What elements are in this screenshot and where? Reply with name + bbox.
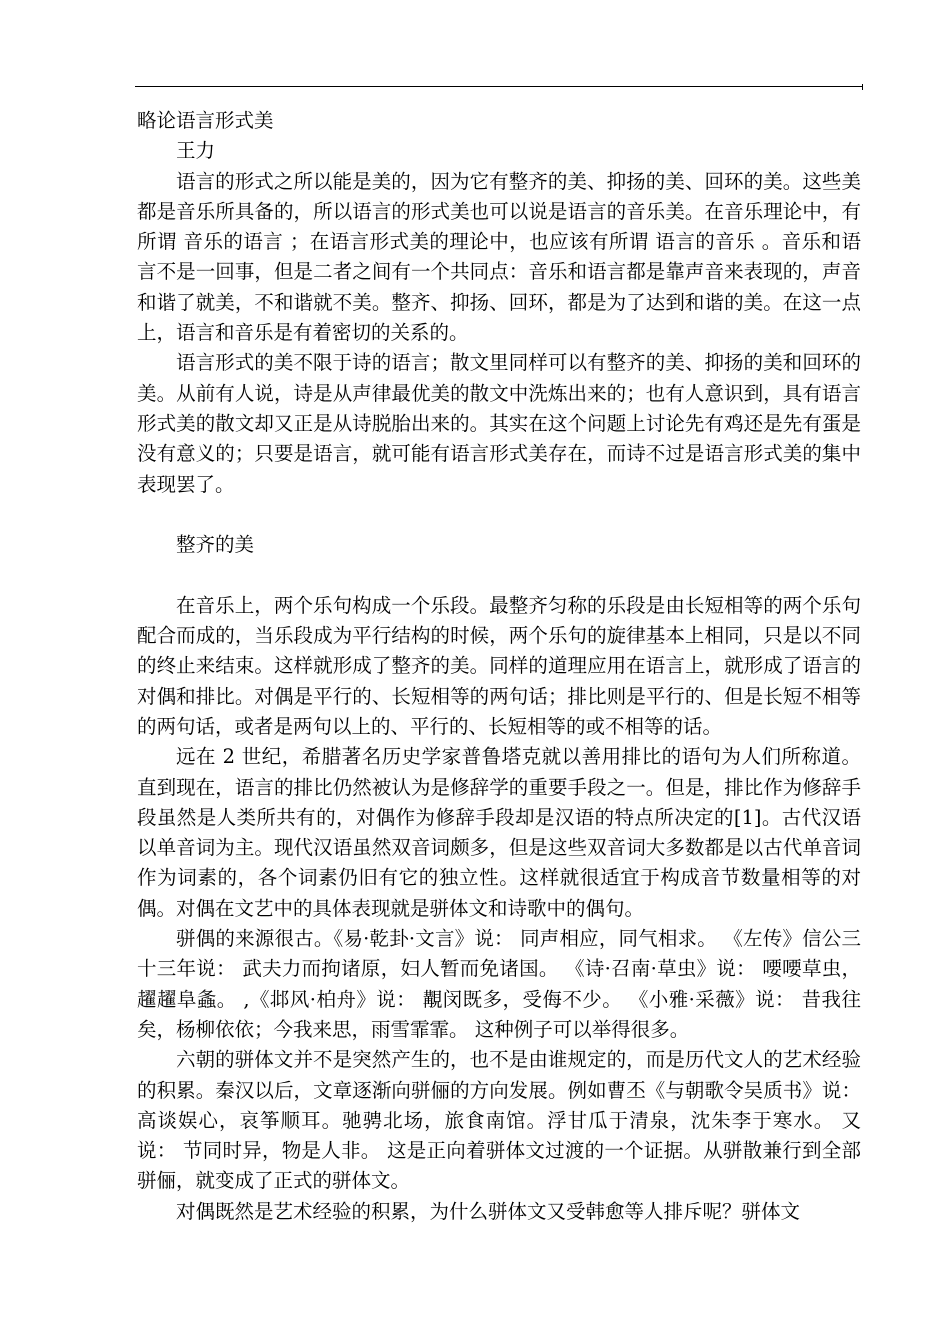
paragraph: 语言形式的美不限于诗的语言；散文里同样可以有整齐的美、抑扬的美和回环的美。从前有人说，诗是从声律最优美的散文中洗炼出来的；也有人意识到，具有语言形式美的散文却又正是从诗脱胎出来的。其实在这个问题上讨论先有鸡还是先有蛋是没有意义的；只要是语言，就可能有语言形式美存在，而诗不过是语言形式美的集中表现罢了。 [137, 351, 861, 496]
blank-line [137, 560, 861, 590]
paragraph: 六朝的骈体文并不是突然产生的，也不是由谁规定的，而是历代文人的艺术经验的积累。秦汉以后，文章逐渐向骈俪的方向发展。例如曹丕《与朝歌令吴质书》说： 高谈娱心，哀筝顺耳。驰骋北场，旅食南馆。浮甘瓜于清泉，沈朱李于寒水。 又说： 节同时异，物是人非。 这是正向着骈体文过渡的一个证据。从骈散兼行到全部骈俪，就变成了正式的骈体文。 [137, 1048, 861, 1193]
document-author: 王力 [176, 139, 216, 163]
blank-line [137, 500, 861, 530]
header-rule-mark [862, 84, 863, 90]
paragraph: 骈偶的来源很古。《易·乾卦·文言》说： 同声相应，同气相求。 《左传》信公三十三年说： 武夫力而拘诸原，妇人暂而免诸国。 《诗·召南·草虫》说： 喓喓草虫，趯趯阜螽。 ,《邶风·柏舟》说： 覯闵既多，受侮不少。 《小雅·采薇》说： 昔我往矣，杨柳依依；今我来思，雨雪霏霏。 这种例子可以举得很多。 [137, 927, 861, 1041]
document-body [137, 106, 861, 1227]
paragraph: 语言的形式之所以能是美的，因为它有整齐的美、抑扬的美、回环的美。这些美都是音乐所具备的，所以语言的形式美也可以说是语言的音乐美。在音乐理论中，有所谓 音乐的语言 ；在语言形式美的理论中，也应该有所谓 语言的音乐 。音乐和语言不是一回事，但是二者之间有一个共同点：音乐和语言都是靠声音来表现的，声音和谐了就美，不和谐就不美。整齐、抑扬、回环，都是为了达到和谐的美。在这一点上，语言和音乐是有着密切的关系的。 [137, 169, 861, 345]
paragraph: 远在 2 世纪，希腊著名历史学家普鲁塔克就以善用排比的语句为人们所称道。直到现在，语言的排比仍然被认为是修辞学的重要手段之一。但是，排比作为修辞手段虽然是人类所共有的，对偶作为修辞手段却是汉语的特点所决定的[1]。古代汉语以单音词为主。现代汉语虽然双音词颇多，但是这些双音词大多数都是以古代单音词作为词素的，各个词素仍旧有它的独立性。这样就很适宜于构成音节数量相等的对偶。对偶在文艺中的具体表现就是骈体文和诗歌中的偶句。 [137, 745, 861, 920]
document-title: 略论语言形式美 [137, 109, 274, 132]
paragraph: 在音乐上，两个乐句构成一个乐段。最整齐匀称的乐段是由长短相等的两个乐句配合而成的，当乐段成为平行结构的时候，两个乐句的旋律基本上相同，只是以不同的终止来结束。这样就形成了整齐的美。同样的道理应用在语言上，就形成了语言的对偶和排比。对偶是平行的、长短相等的两句话；排比则是平行的、但是长短不相等的两句话，或者是两句以上的、平行的、长短相等的或不相等的话。 [137, 593, 861, 738]
section-heading: 整齐的美 [176, 533, 255, 557]
header-rule [135, 86, 862, 87]
paragraph: 对偶既然是艺术经验的积累，为什么骈体文又受韩愈等人排斥呢？骈体文 [176, 1199, 801, 1223]
